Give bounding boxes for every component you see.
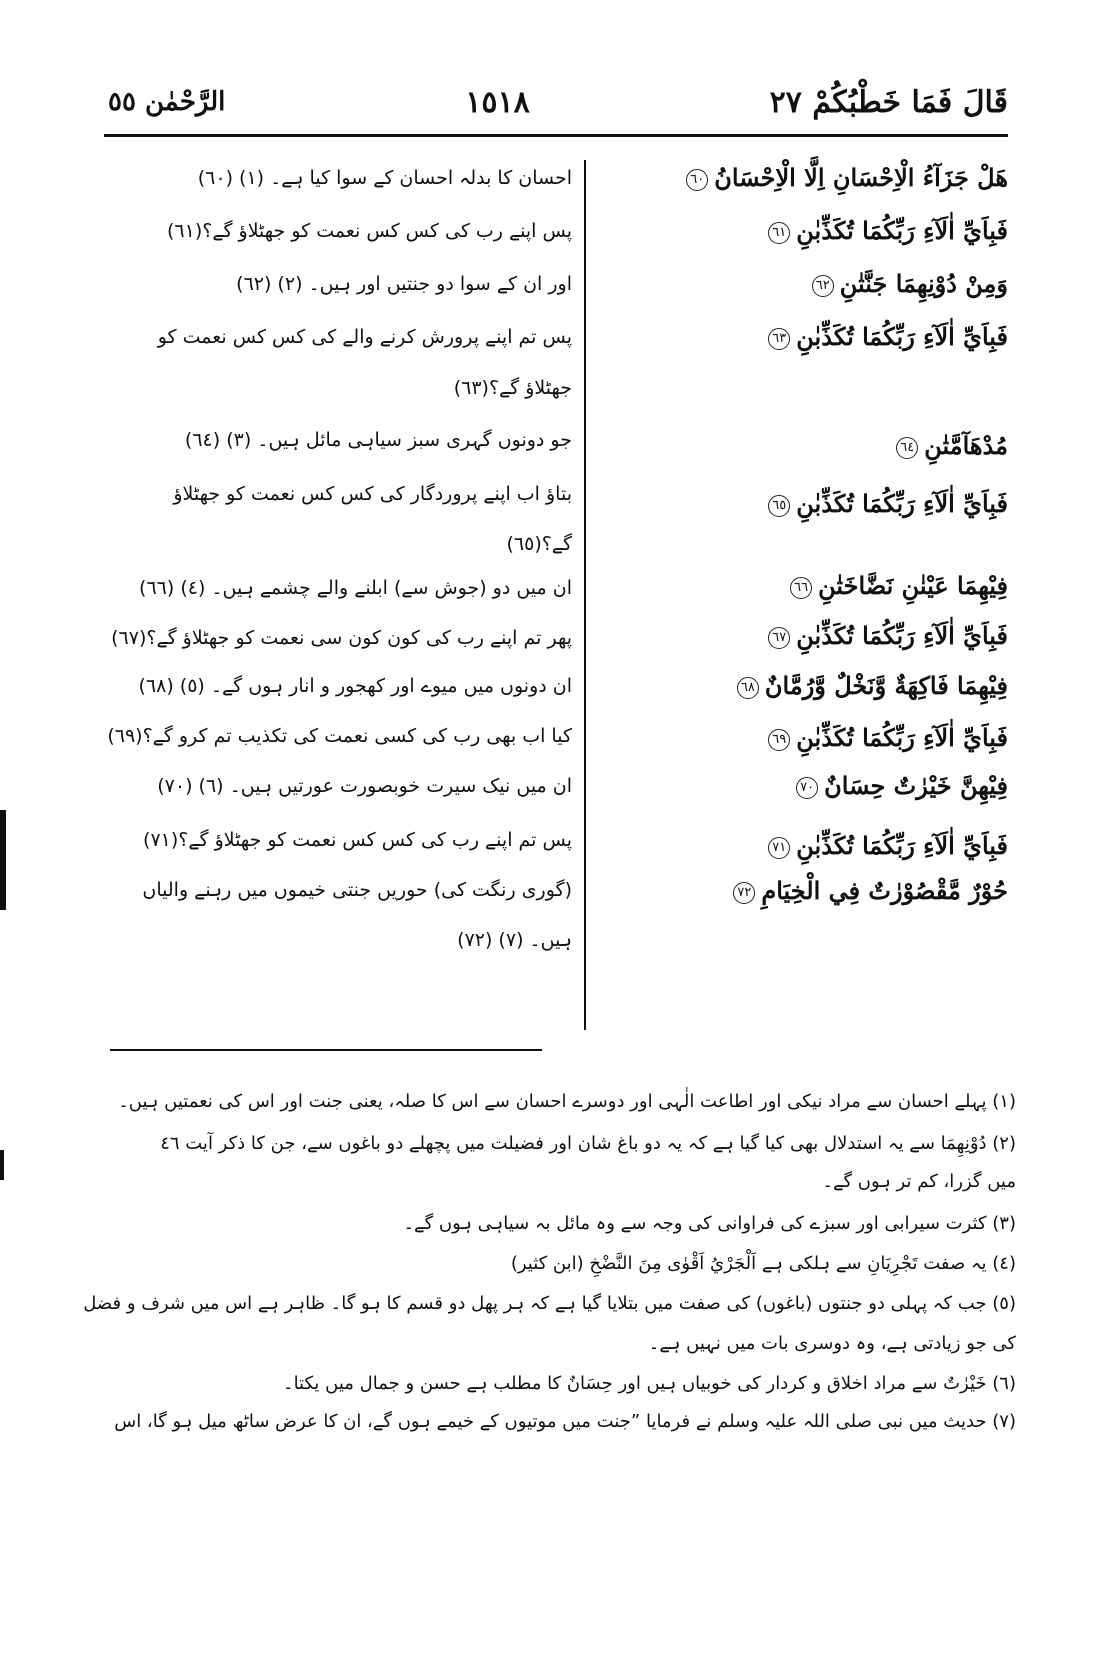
scan-edge-mark [0, 1150, 4, 1180]
translation-line: کیا اب بھی رب کی کسی نعمت کی تکذیب تم کرو گے؟(٦٩) [107, 725, 572, 747]
footnote-line: (٥) جب کہ پہلی دو جنتوں (باغوں) کی صفت میں بتلایا گیا ہے کہ ہر پھل دو قسم کا ہو گا۔ ظاہر ہے اس میں شرف و فضل [83, 1293, 1016, 1314]
verse-text: فَبِاَيِّ اٰلَآءِ رَبِّكُمَا تُكَذِّبٰنِ [796, 621, 1008, 650]
verse-number-marker: ٦٢ [812, 275, 834, 297]
surah-title: الرَّحْمٰن ٥٥ [108, 87, 226, 117]
translation-line: ہیں۔ (٧) (٧٢) [457, 929, 572, 951]
verse-number-marker: ٦٧ [768, 627, 790, 649]
verse-number-marker: ٦٨ [737, 677, 759, 699]
verse-text: فِيْهِنَّ خَيْرٰتٌ حِسَانٌ [824, 771, 1008, 800]
translation-line: (گوری رنگت کی) حوریں جنتی خیموں میں رہنے والیاں [142, 879, 572, 901]
verse-number-marker: ٧٠ [796, 777, 818, 799]
verse-line [718, 873, 1008, 909]
footnote-line: (٦) خَيْرٰتٌ سے مراد اخلاق و کردار کی خوبیاں ہیں اور حِسَانٌ کا مطلب ہے حسن و جمال میں یکتا۔ [283, 1373, 1016, 1394]
scan-edge-mark [0, 810, 6, 910]
verse-text: فَبِاَيِّ اٰلَآءِ رَبِّكُمَا تُكَذِّبٰنِ [796, 216, 1008, 245]
verse-line [718, 266, 1008, 302]
translation-line: ان دونوں میں میوے اور کھجور و انار ہوں گے۔ (٥) (٦٨) [138, 675, 572, 697]
verse-line [718, 720, 1008, 756]
footnote-rule [110, 1049, 542, 1051]
footnote-line: میں گزرا، کم تر ہوں گے۔ [822, 1171, 1016, 1192]
translation-line: ان میں دو (جوش سے) ابلنے والے چشمے ہیں۔ (٤) (٦٦) [139, 577, 572, 599]
verse-line [718, 428, 1008, 464]
verse-number-marker: ٦١ [768, 222, 790, 244]
verse-number-marker: ٦٩ [768, 729, 790, 751]
verse-number-marker: ٦٤ [896, 437, 918, 459]
translation-line: جھٹلاؤ گے؟(٦٣) [453, 377, 572, 399]
page-header [108, 78, 1008, 126]
verse-line [718, 828, 1008, 864]
verse-text: فَبِاَيِّ اٰلَآءِ رَبِّكُمَا تُكَذِّبٰنِ [796, 489, 1008, 518]
verse-number-marker: ٧٢ [733, 882, 755, 904]
verse-text: وَمِنْ دُوْنِهِمَا جَنَّتٰنِ [839, 269, 1008, 298]
verse-line [718, 618, 1008, 654]
footnote-line: (١) پہلے احسان سے مراد نیکی اور اطاعت الٰہی اور دوسرے احسان سے اس کا صلہ، یعنی جنت اور اس کی نعمتیں ہیں۔ [118, 1091, 1016, 1112]
translation-line: پس تم اپنے پرورش کرنے والے کی کس کس نعمت کو [157, 326, 572, 348]
verse-number-marker: ٦٠ [686, 169, 708, 191]
footnote-line: کی جو زیادتی ہے، وہ دوسری بات میں نہیں ہے۔ [648, 1333, 1016, 1354]
verse-text: فَبِاَيِّ اٰلَآءِ رَبِّكُمَا تُكَذِّبٰنِ [796, 723, 1008, 752]
header-rule [104, 134, 1008, 137]
verse-line [718, 768, 1008, 804]
verse-line [718, 486, 1008, 522]
translation-line: پس اپنے رب کی کس کس نعمت کو جھٹلاؤ گے؟(٦١) [166, 220, 572, 242]
verse-number-marker: ٦٥ [768, 495, 790, 517]
verse-line [718, 213, 1008, 249]
verse-number-marker: ٦٦ [790, 577, 812, 599]
translation-line: احسان کا بدلہ احسان کے سوا کیا ہے۔ (١) (٦٠) [197, 167, 572, 189]
verse-text: فِيْهِمَا عَيْنٰنِ نَضَّاخَتٰنِ [818, 571, 1008, 600]
translation-line: پھر تم اپنے رب کی کون کون سی نعمت کو جھٹلاؤ گے؟(٦٧) [111, 627, 572, 649]
juz-title: قَالَ فَمَا خَطْبُكُمْ ٢٧ [769, 84, 1008, 120]
translation-line: گے؟(٦٥) [506, 533, 572, 555]
column-divider [584, 160, 586, 1030]
verse-line [718, 668, 1008, 704]
footnote-line: (٧) حدیث میں نبی صلی اللہ علیہ وسلم نے فرمایا ”جنت میں موتیوں کے خیمے ہوں گے، ان کا عرض ساٹھ میل ہو گا، اس [114, 1411, 1016, 1432]
verse-text: حُوْرٌ مَّقْصُوْرٰتٌ فِي الْخِيَامِ [761, 876, 1008, 905]
page-number: ١٥١٨ [465, 84, 530, 120]
verse-text: فَبِاَيِّ اٰلَآءِ رَبِّكُمَا تُكَذِّبٰنِ [796, 322, 1008, 351]
verse-line [718, 568, 1008, 604]
footnote-line: (٣) کثرت سیرابی اور سبزے کی فراوانی کی وجہ سے وہ مائل بہ سیاہی ہوں گے۔ [403, 1213, 1016, 1234]
verse-text: مُدْهَآمَّتٰنِ [924, 431, 1008, 460]
verse-text: فَبِاَيِّ اٰلَآءِ رَبِّكُمَا تُكَذِّبٰنِ [796, 831, 1008, 860]
translation-line: پس تم اپنے رب کی کس کس نعمت کو جھٹلاؤ گے؟(٧١) [143, 829, 572, 851]
verse-line [718, 319, 1008, 355]
footnote-line: (٢) دُوْنِهِمَا سے یہ استدلال بھی کیا گیا ہے کہ یہ دو باغ شان اور فضیلت میں پچھلے دو باغوں سے، جن کا ذکر آیت ٤٦ [160, 1133, 1016, 1154]
verse-text: هَلْ جَزَآءُ الْاِحْسَانِ اِلَّا الْاِحْسَانُ [714, 163, 1008, 192]
verse-number-marker: ٧١ [768, 837, 790, 859]
translation-line: اور ان کے سوا دو جنتیں اور ہیں۔ (٢) (٦٢) [236, 273, 572, 295]
translation-line: جو دونوں گہری سبز سیاہی مائل ہیں۔ (٣) (٦٤) [184, 429, 572, 451]
verse-line [690, 160, 1008, 196]
translation-line: ان میں نیک سیرت خوبصورت عورتیں ہیں۔ (٦) (٧٠) [157, 775, 572, 797]
footnote-line: (٤) یہ صفت تَجْرِيَانِ سے ہلکی ہے اَلْجَرْيُ اَقْوٰى مِنَ النَّضْخِ (ابن کثیر) [510, 1253, 1016, 1274]
translation-line: بتاؤ اب اپنے پروردگار کی کس کس نعمت کو جھٹلاؤ [173, 483, 572, 505]
verse-text: فِيْهِمَا فَاكِهَةٌ وَّنَخْلٌ وَّرُمَّانٌ [764, 671, 1008, 700]
verse-number-marker: ٦٣ [768, 328, 790, 350]
